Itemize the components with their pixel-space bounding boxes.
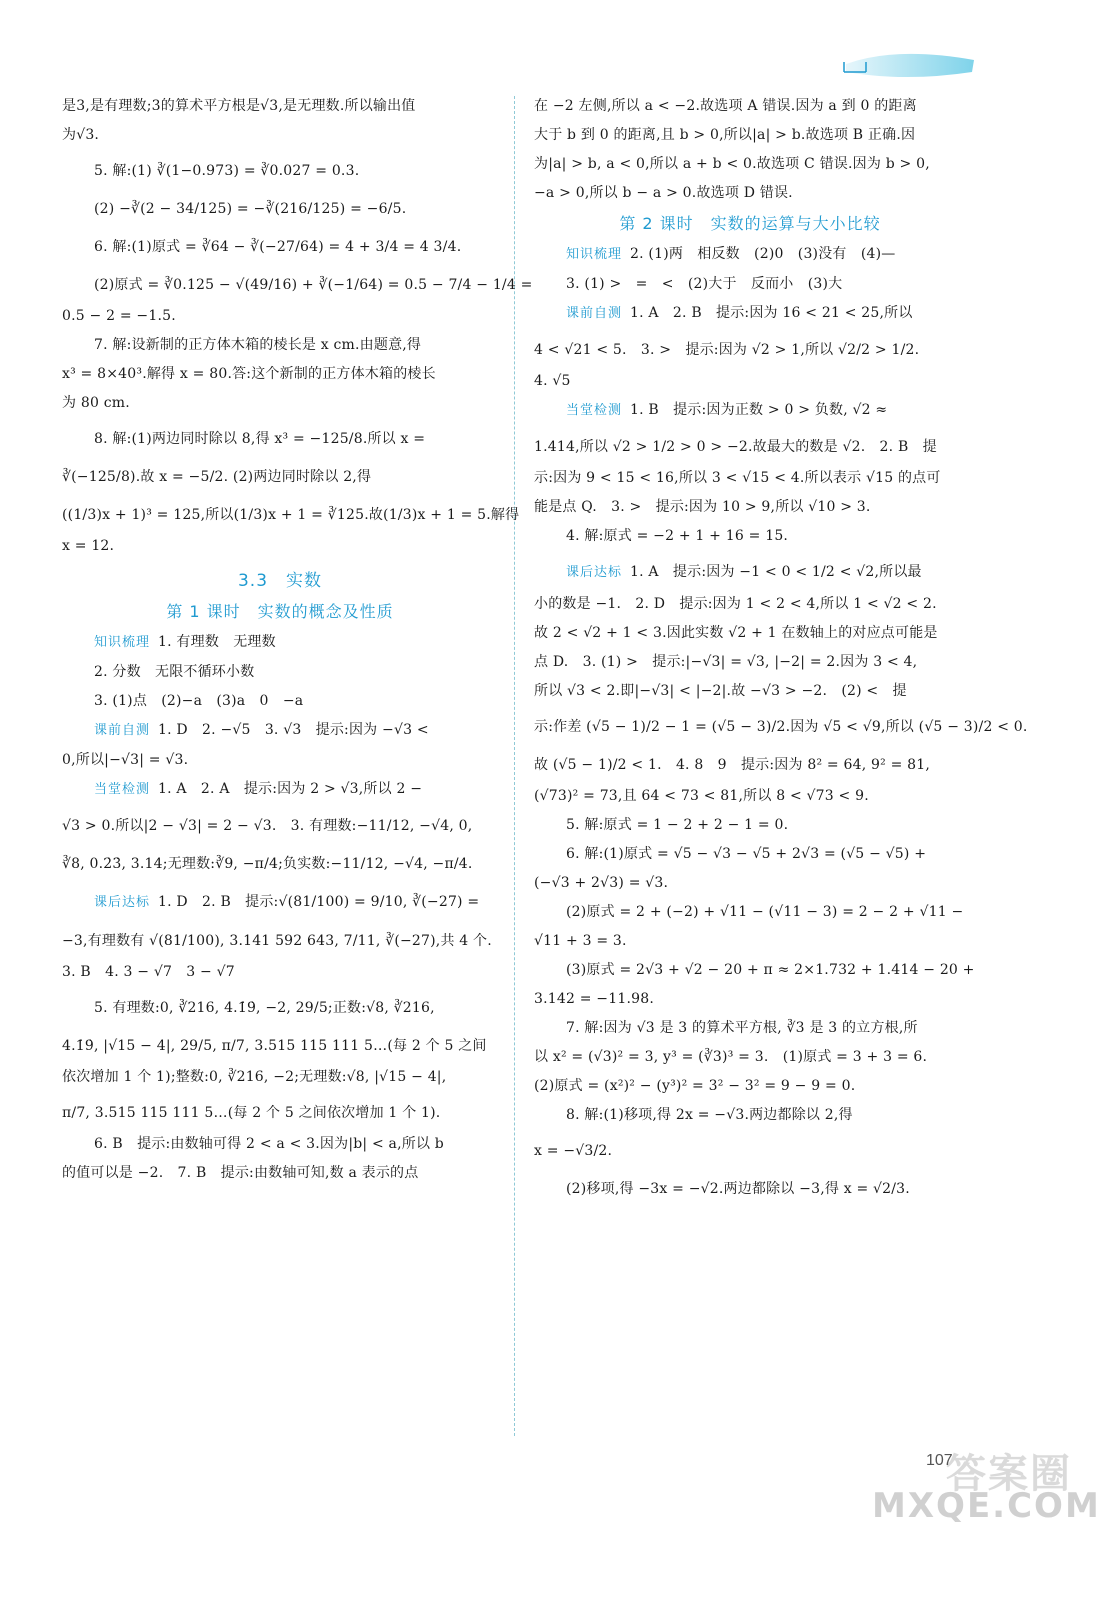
list-item: 所以 √3 < 2.即|−√3| < |−2|.故 −√3 > −2. (2) < 提 <box>534 683 907 699</box>
list-item <box>534 555 966 590</box>
list-item: (2)原式 = 2 + (−2) + √11 − (√11 − 3) = 2 − 2 + √11 − <box>566 904 964 920</box>
text-line: 大于 b 到 0 的距离,且 b > 0,所以|a| > b.故选项 B 正确.因 <box>534 127 916 143</box>
list-item: √3 > 0.所以|2 − √3| = 2 − √3. 3. 有理数:−11/12, −√4, 0, <box>62 818 473 834</box>
text-line: 7. 解:设新制的正方体木箱的棱长是 x cm.由题意,得 <box>94 337 422 353</box>
right-column <box>534 96 1028 1210</box>
item-tag: 课前自测 <box>566 306 623 321</box>
text-line: 8. 解:(1)两边同时除以 8,得 x³ = −125/8.所以 x = <box>94 431 426 447</box>
item-text: 2. (1)两 相反数 (2)0 (3)没有 (4)— <box>630 246 896 262</box>
list-item: 3. (1)点 (2)−a (3)a 0 −a <box>94 693 304 709</box>
item-text: 1. A 提示:因为 −1 < 0 < 1/2 < √2,所以最 <box>630 564 922 580</box>
list-item <box>534 244 966 265</box>
text-line: x = 12. <box>62 538 115 554</box>
section-title: 3.3 实数 <box>237 571 323 591</box>
list-item: 6. 解:(1)原式 = √5 − √3 − √5 + 2√3 = (√5 − √5) + <box>566 846 927 862</box>
text-line: 为√3. <box>62 127 100 143</box>
list-item: −3,有理数有 √(81/100), 3.141 592 643, 7/11, ∛(−27),共 4 个. <box>62 933 492 949</box>
text-line: 5. 解:(1) ∛(1−0.973) = ∛0.027 = 0.3. <box>94 163 360 179</box>
item-text: 1. A 2. B 提示:因为 16 < 21 < 25,所以 <box>630 305 913 321</box>
list-item: 5. 有理数:0, ∛216, 4.1̇9̇, −2, 29/5;正数:√8, ∛216, <box>94 1000 435 1016</box>
list-item: 点 D. 3. (1) > 提示:|−√3| = √3, |−2| = 2.因为 3 < 4, <box>534 654 918 670</box>
text-line: (2) −∛(2 − 34/125) = −∛(216/125) = −6/5. <box>94 201 407 217</box>
list-item: 4.1̇9̇, |√15 − 4|, 29/5, π/7, 3.515 115 111 5…(每 2 个 5 之间 <box>62 1038 487 1054</box>
list-item: 6. B 提示:由数轴可得 2 < a < 3.因为|b| < a,所以 b <box>94 1136 444 1152</box>
list-item: 3.142 = −11.98. <box>534 991 654 1007</box>
list-item: 4. 解:原式 = −2 + 1 + 16 = 15. <box>566 528 789 544</box>
text-line: 0.5 − 2 = −1.5. <box>62 308 176 324</box>
watermark-text: MXQE.COM <box>872 1486 1101 1526</box>
list-item: 以 x² = (√3)² = 3, y³ = (∛3)³ = 3. (1)原式 = 3 + 3 = 6. <box>534 1049 928 1065</box>
left-column <box>62 96 533 1192</box>
item-tag: 知识梳理 <box>566 247 623 262</box>
list-item <box>534 303 966 324</box>
list-item: 1.414,所以 √2 > 1/2 > 0 > −2.故最大的数是 √2. 2. B 提 <box>534 439 937 455</box>
item-tag: 知识梳理 <box>94 635 151 650</box>
text-line: −a > 0,所以 b − a > 0.故选项 D 错误. <box>534 185 793 201</box>
list-item: (√73)² = 73,且 64 < 73 < 81,所以 8 < √73 < 9. <box>534 788 869 804</box>
text-line: 是3,是有理数;3的算术平方根是√3,是无理数.所以输出值 <box>62 98 416 114</box>
item-tag: 课前自测 <box>94 723 151 738</box>
text-line: ∛(−125/8).故 x = −5/2. (2)两边同时除以 2,得 <box>62 469 372 485</box>
list-item: 4. √5 <box>534 373 571 389</box>
list-item: 小的数是 −1. 2. D 提示:因为 1 < 2 < 4,所以 1 < √2 < 2. <box>534 596 937 612</box>
text-line: 为 80 cm. <box>62 395 130 411</box>
page-number: 107 <box>926 1452 953 1469</box>
item-tag: 当堂检测 <box>94 782 151 797</box>
item-text: 1. D 2. −√5 3. √3 提示:因为 −√3 < <box>158 722 429 738</box>
list-item: 示:因为 9 < 15 < 16,所以 3 < √15 < 4.所以表示 √15 的点可 <box>534 470 941 486</box>
list-item: 故 2 < √2 + 1 < 3.因此实数 √2 + 1 在数轴上的对应点可能是 <box>534 625 938 641</box>
text-line: 为|a| > b, a < 0,所以 a + b < 0.故选项 C 错误.因为 b > 0, <box>534 156 930 172</box>
header-decoration <box>836 42 976 84</box>
list-item: 3. (1) > = < (2)大于 反而小 (3)大 <box>566 276 843 292</box>
list-item: π/7, 3.515 115 111 5…(每 2 个 5 之间依次增加 1 个 1). <box>62 1105 441 1121</box>
item-text: 1. B 提示:因为正数 > 0 > 负数, √2 ≈ <box>630 402 888 418</box>
list-item: 3. B 4. 3 − √7 3 − √7 <box>62 964 235 980</box>
text-line: 在 −2 左侧,所以 a < −2.故选项 A 错误.因为 a 到 0 的距离 <box>534 98 917 114</box>
text-line: x³ = 8×40³.解得 x = 80.答:这个新制的正方体木箱的棱长 <box>62 366 436 382</box>
list-item: 示:作差 (√5 − 1)/2 − 1 = (√5 − 3)/2.因为 √5 < √9,所以 (√5 − 3)/2 < 0. <box>534 719 1028 735</box>
item-tag: 课后达标 <box>566 565 623 580</box>
text-line: ((1/3)x + 1)³ = 125,所以(1/3)x + 1 = ∛125.故(1/3)x + 1 = 5.解得 <box>62 507 520 523</box>
list-item: 故 (√5 − 1)/2 < 1. 4. 8 9 提示:因为 8² = 64, 9² = 81, <box>534 757 931 773</box>
text-line: (2)原式 = ∛0.125 − √(49/16) + ∛(−1/64) = 0.5 − 7/4 − 1/4 = <box>94 277 533 293</box>
text-line: 6. 解:(1)原式 = ∛64 − ∛(−27/64) = 4 + 3/4 = 4 3/4. <box>94 239 462 255</box>
item-text: 1. A 2. A 提示:因为 2 > √3,所以 2 − <box>158 781 423 797</box>
lesson-title: 第 2 课时 实数的运算与大小比较 <box>619 214 881 233</box>
list-item: 4 < √21 < 5. 3. > 提示:因为 √2 > 1,所以 √2/2 > 1/2. <box>534 342 920 358</box>
item-tag: 课后达标 <box>94 895 151 910</box>
list-item: x = −√3/2. <box>534 1143 613 1159</box>
lesson-title: 第 1 课时 实数的概念及性质 <box>166 602 394 621</box>
list-item <box>62 779 498 800</box>
list-item <box>534 400 966 421</box>
list-item: 8. 解:(1)移项,得 2x = −√3.两边都除以 2,得 <box>566 1107 853 1123</box>
watermark-logo: 答案圈 <box>946 1451 1072 1497</box>
list-item: 能是点 Q. 3. > 提示:因为 10 > 9,所以 √10 > 3. <box>534 499 871 515</box>
item-text: 1. D 2. B 提示:√(81/100) = 9/10, ∛(−27) = <box>158 894 480 910</box>
list-item: 2. 分数 无限不循环小数 <box>94 664 255 680</box>
list-item <box>62 632 498 653</box>
list-item: 5. 解:原式 = 1 − 2 + 2 − 1 = 0. <box>566 817 789 833</box>
list-item <box>62 720 498 741</box>
list-item: (3)原式 = 2√3 + √2 − 20 + π ≈ 2×1.732 + 1.414 − 20 + <box>566 962 975 978</box>
list-item: (−√3 + 2√3) = √3. <box>534 875 669 891</box>
list-item: ∛8, 0.2̇3̇, 3.14;无理数:∛9, −π/4;负实数:−11/12, −√4, −π/4. <box>62 856 473 872</box>
list-item: 0,所以|−√3| = √3. <box>62 752 189 768</box>
list-item: √11 + 3 = 3. <box>534 933 627 949</box>
item-text: 1. 有理数 无理数 <box>158 634 276 650</box>
list-item: 7. 解:因为 √3 是 3 的算术平方根, ∛3 是 3 的立方根,所 <box>566 1020 918 1036</box>
list-item: 依次增加 1 个 1);整数:0, ∛216, −2;无理数:√8, |√15 − 4|, <box>62 1069 447 1085</box>
list-item <box>62 885 498 920</box>
list-item: (2)原式 = (x²)² − (y³)² = 3² − 3² = 9 − 9 = 0. <box>534 1078 856 1094</box>
item-tag: 当堂检测 <box>566 403 623 418</box>
list-item: (2)移项,得 −3x = −√2.两边都除以 −3,得 x = √2/3. <box>566 1181 910 1197</box>
list-item: 的值可以是 −2. 7. B 提示:由数轴可知,数 a 表示的点 <box>62 1165 419 1181</box>
